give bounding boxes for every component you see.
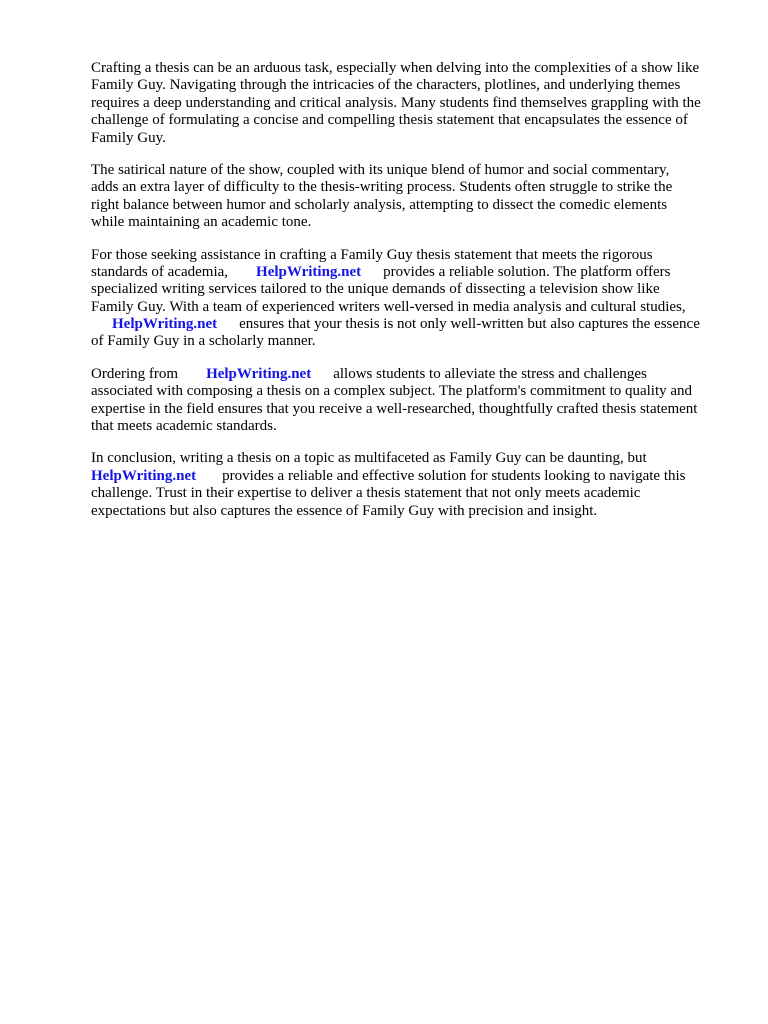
text-line: that meets academic standards. [91, 418, 277, 435]
text-line: challenge. Trust in their expertise to deliver a thesis statement that not only meets academic [91, 485, 641, 502]
paragraph-assistance [91, 247, 731, 351]
text-line: associated with composing a thesis on a complex subject. The platform's commitment to quality and [91, 383, 693, 400]
text-line: of Family Guy in a scholarly manner. [91, 333, 316, 350]
text-segment: ensures that your thesis is not only well-written but also captures the essence [239, 316, 700, 333]
text-line [91, 468, 731, 485]
text-line: For those seeking assistance in crafting a Family Guy thesis statement that meets the rigorous [91, 246, 653, 263]
paragraph-intro [91, 60, 731, 147]
text-line: requires a deep understanding and critical analysis. Many students find themselves grappling with the [91, 94, 701, 111]
text-segment: provides a reliable solution. The platform offers [383, 263, 671, 280]
paragraph-conclusion [91, 450, 731, 520]
text-line [91, 366, 731, 383]
text-segment: allows students to alleviate the stress and challenges [333, 365, 647, 382]
text-line: adds an extra layer of difficulty to the thesis-writing process. Students often struggle to strike the [91, 179, 673, 196]
text-segment: Ordering from [91, 365, 179, 382]
paragraph-ordering [91, 366, 731, 436]
helpwriting-link[interactable]: HelpWriting.net [206, 365, 312, 382]
paragraph-satire [91, 162, 731, 232]
text-line [91, 264, 731, 281]
helpwriting-link[interactable]: HelpWriting.net [112, 316, 218, 333]
text-line: Family Guy. [91, 129, 166, 146]
text-line: challenge of formulating a concise and compelling thesis statement that encapsulates the essence of [91, 112, 688, 129]
text-line: expectations but also captures the essence of Family Guy with precision and insight. [91, 502, 598, 519]
document-body [91, 60, 731, 535]
helpwriting-link[interactable]: HelpWriting.net [256, 263, 362, 280]
text-line: while maintaining an academic tone. [91, 214, 312, 231]
text-segment: provides a reliable and effective solution for students looking to navigate this [222, 467, 686, 484]
text-line: Family Guy. With a team of experienced writers well-versed in media analysis and cultural studies, [91, 298, 686, 315]
text-line: Crafting a thesis can be an arduous task, especially when delving into the complexities of a show like [91, 60, 700, 76]
text-line: The satirical nature of the show, coupled with its unique blend of humor and social commentary, [91, 161, 670, 178]
text-line [91, 316, 731, 333]
text-line: In conclusion, writing a thesis on a topic as multifaceted as Family Guy can be daunting, but [91, 450, 647, 467]
text-line: Family Guy. Navigating through the intricacies of the characters, plotlines, and underlying themes [91, 77, 681, 94]
text-line: expertise in the field ensures that you receive a well-researched, thoughtfully crafted thesis statement [91, 400, 698, 417]
text-line: specialized writing services tailored to the unique demands of dissecting a television show like [91, 281, 660, 298]
helpwriting-link[interactable]: HelpWriting.net [91, 467, 197, 484]
text-line: right balance between humor and scholarly analysis, attempting to dissect the comedic elements [91, 196, 668, 213]
text-segment: standards of academia, [91, 263, 229, 280]
